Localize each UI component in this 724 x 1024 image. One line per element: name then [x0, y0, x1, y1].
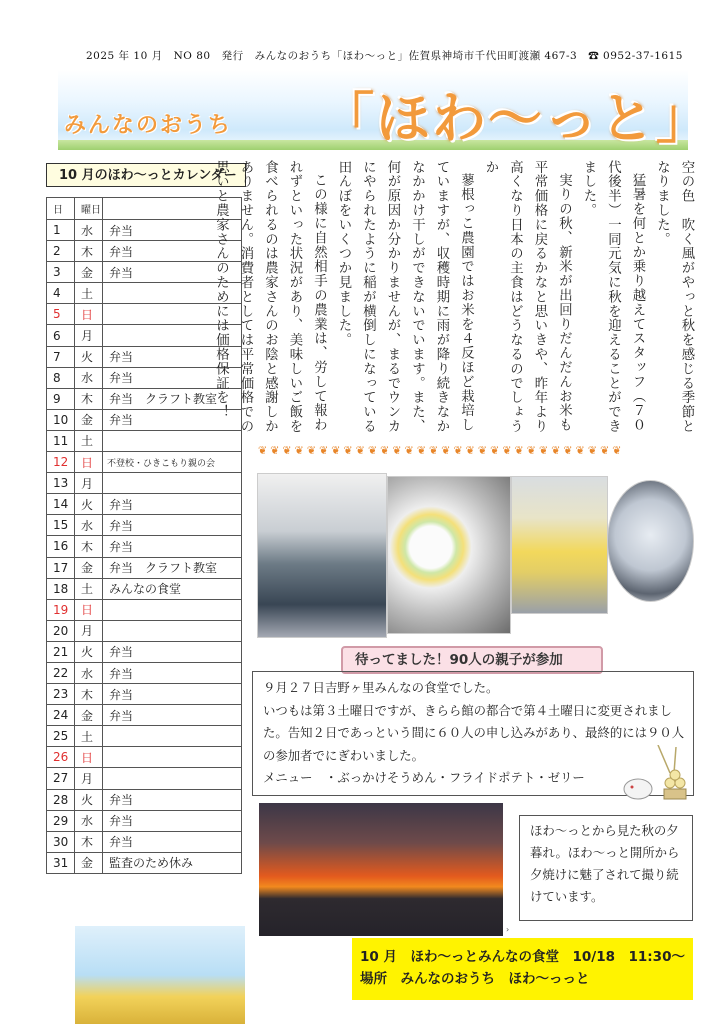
sunset-photo-mark: ›	[506, 925, 510, 934]
calendar-day: 7	[47, 346, 75, 367]
rice-field-illustration	[75, 926, 245, 1024]
calendar-day: 24	[47, 705, 75, 726]
calendar-weekday: 月	[75, 768, 103, 789]
calendar-day: 8	[47, 367, 75, 388]
calendar-day: 9	[47, 388, 75, 409]
calendar-day: 26	[47, 747, 75, 768]
newsletter-banner	[58, 70, 712, 150]
calendar-row	[47, 473, 242, 494]
notice-line-place: 場所 みんなのおうち ほわ〜っっと	[360, 971, 590, 987]
calendar-row	[47, 789, 242, 810]
calendar-day: 4	[47, 283, 75, 304]
calendar-day: 15	[47, 515, 75, 536]
essay-paragraph: この様に自然相手の農業は、労して報われずといった状況があり、美味しいご飯を食べられるのは農家さんのお陰と感謝しかありません。消費者としては平常価格での思いと農家さんのためには価格保証を！	[213, 160, 327, 434]
calendar-header-weekday: 曜日	[75, 198, 103, 220]
calendar-event	[103, 768, 242, 789]
calendar-day: 20	[47, 620, 75, 641]
calendar-event: 弁当	[103, 346, 242, 367]
calendar-event: 監査のため休み	[103, 852, 242, 873]
event-line-3: メニュー ・ぶっかけそうめん・フライドポテト・ゼリー	[263, 770, 585, 785]
calendar-weekday: 日	[75, 304, 103, 325]
calendar-weekday: 水	[75, 662, 103, 683]
calendar-title: 10 月のほわ〜っとカレンダー	[46, 163, 246, 187]
calendar-row	[47, 452, 242, 473]
notice-line-date: 10 月 ほわ〜っとみんなの食堂 10/18 11:30〜	[360, 949, 685, 965]
calendar-weekday: 水	[75, 515, 103, 536]
calendar-row	[47, 662, 242, 683]
calendar-weekday: 日	[75, 747, 103, 768]
calendar-day: 16	[47, 536, 75, 557]
calendar-weekday: 土	[75, 726, 103, 747]
cafeteria-notice-box	[352, 938, 693, 1000]
calendar-row	[47, 747, 242, 768]
calendar-day: 22	[47, 662, 75, 683]
calendar-row	[47, 768, 242, 789]
calendar-day: 27	[47, 768, 75, 789]
calendar-row	[47, 494, 242, 515]
calendar-row	[47, 515, 242, 536]
event-heading: 待ってました！90人の親子が参加	[341, 646, 603, 674]
calendar-day: 12	[47, 452, 75, 473]
calendar-event	[103, 620, 242, 641]
newsletter-info-line: 2025 年 10 月 NO 80 発行 みんなのおうち「ほわ〜っと」佐賀県神埼市千代田町渡瀬 467-3 ☎ 0952-37-1615	[86, 50, 683, 62]
photo-dining-hall	[257, 473, 387, 638]
calendar-row	[47, 578, 242, 599]
calendar-weekday: 木	[75, 388, 103, 409]
essay-paragraph: 猛暑を何とか乗り越えてスタッフ（７０代後半）一同元気に秋を迎えることができました。	[581, 160, 645, 434]
calendar-weekday: 水	[75, 220, 103, 241]
calendar-day: 13	[47, 473, 75, 494]
calendar-day: 19	[47, 599, 75, 620]
calendar-weekday: 月	[75, 325, 103, 346]
calendar-row	[47, 620, 242, 641]
calendar-weekday: 金	[75, 557, 103, 578]
photo-somen-bowls	[387, 476, 511, 634]
calendar-event: 弁当	[103, 662, 242, 683]
calendar-event: 弁当	[103, 220, 242, 241]
calendar-event: 弁当	[103, 705, 242, 726]
calendar-row	[47, 810, 242, 831]
calendar-weekday: 木	[75, 831, 103, 852]
calendar-event: 弁当	[103, 494, 242, 515]
calendar-event: 弁当	[103, 515, 242, 536]
event-line-2: いつもは第３土曜日ですが、きらら館の都合で第４土曜日に変更されました。告知２日であっという間に６０人の申し込みがあり、最終的には９０人の参加者でにぎわいました。	[263, 702, 685, 763]
calendar-row	[47, 726, 242, 747]
calendar-event	[103, 473, 242, 494]
calendar-day: 18	[47, 578, 75, 599]
essay-vertical-text	[213, 160, 698, 445]
calendar-event: 弁当	[103, 641, 242, 662]
calendar-event: 弁当	[103, 262, 242, 283]
calendar-event: 弁当 クラフト教室	[103, 557, 242, 578]
calendar-event: 不登校・ひきこもり親の会	[103, 452, 242, 473]
calendar-row	[47, 852, 242, 873]
calendar-weekday: 火	[75, 789, 103, 810]
calendar-weekday: 土	[75, 283, 103, 304]
calendar-day: 23	[47, 684, 75, 705]
calendar-weekday: 火	[75, 641, 103, 662]
calendar-event: 弁当	[103, 810, 242, 831]
calendar-day: 31	[47, 852, 75, 873]
calendar-event	[103, 726, 242, 747]
calendar-day: 28	[47, 789, 75, 810]
calendar-day: 14	[47, 494, 75, 515]
event-line-1: ９月２７日吉野ヶ里みんなの食堂でした。	[263, 680, 499, 695]
photo-autumn-sunset	[259, 803, 503, 936]
calendar-day: 6	[47, 325, 75, 346]
calendar-weekday: 木	[75, 536, 103, 557]
calendar-weekday: 金	[75, 705, 103, 726]
calendar-event: 弁当	[103, 409, 242, 430]
calendar-event: 弁当	[103, 831, 242, 852]
calendar-weekday: 金	[75, 852, 103, 873]
calendar-row	[47, 684, 242, 705]
calendar-day: 2	[47, 241, 75, 262]
calendar-weekday: 月	[75, 473, 103, 494]
calendar-day: 25	[47, 726, 75, 747]
calendar-day: 11	[47, 430, 75, 451]
calendar-weekday: 水	[75, 367, 103, 388]
calendar-event: みんなの食堂	[103, 578, 242, 599]
essay-paragraph: 実りの秋、新米が出回りだんだんお米も平常価格に戻るかなと思いきや、昨年より高くなり日本の主食はどうなるのでしょうか	[483, 160, 572, 434]
calendar-event: 弁当 クラフト教室	[103, 388, 242, 409]
calendar-day: 21	[47, 641, 75, 662]
calendar-event	[103, 599, 242, 620]
calendar-header-day: 日	[47, 198, 75, 220]
calendar-weekday: 日	[75, 452, 103, 473]
calendar-weekday: 土	[75, 430, 103, 451]
calendar-weekday: 金	[75, 409, 103, 430]
calendar-day: 5	[47, 304, 75, 325]
calendar-weekday: 日	[75, 599, 103, 620]
calendar-weekday: 水	[75, 810, 103, 831]
essay-paragraph: 蓼根っこ農園ではお米を４反ほど栽培していますが、収穫時期に雨が降り続きなかなかかけ干しができないでいます。また、何が原因か分かりませんが、まるでウンカにやられたように稲が横倒しになっている田んぼをいくつか見ました。	[336, 160, 474, 434]
photo-children-serving	[607, 480, 694, 602]
calendar-weekday: 月	[75, 620, 103, 641]
autumn-leaf-divider: ❦❦❦❦❦❦❦❦❦❦❦❦❦❦❦❦❦❦❦❦❦❦❦❦❦❦❦❦❦❦	[258, 444, 625, 457]
calendar-weekday: 木	[75, 684, 103, 705]
calendar-row	[47, 705, 242, 726]
banner-subtitle: みんなのおうち	[64, 113, 233, 138]
calendar-day: 29	[47, 810, 75, 831]
essay-paragraph: 空の色 吹く風がやっと秋を感じる季節となりました。	[654, 160, 694, 434]
calendar-event: 弁当	[103, 241, 242, 262]
calendar-day: 1	[47, 220, 75, 241]
calendar-event: 弁当	[103, 789, 242, 810]
calendar-weekday: 金	[75, 262, 103, 283]
calendar-row	[47, 557, 242, 578]
photo-fries-cups	[511, 476, 608, 614]
calendar-day: 10	[47, 409, 75, 430]
calendar-weekday: 木	[75, 241, 103, 262]
calendar-day: 30	[47, 831, 75, 852]
calendar-day: 3	[47, 262, 75, 283]
calendar-event: 弁当	[103, 367, 242, 388]
calendar-weekday: 土	[75, 578, 103, 599]
calendar-weekday: 火	[75, 346, 103, 367]
calendar-row	[47, 599, 242, 620]
banner-title: 「ほわ〜っと」	[320, 87, 712, 150]
calendar-day: 17	[47, 557, 75, 578]
calendar-weekday: 火	[75, 494, 103, 515]
calendar-event: 弁当	[103, 536, 242, 557]
calendar-row	[47, 641, 242, 662]
calendar-row	[47, 831, 242, 852]
sunset-caption-box: ほわ〜っとから見た秋の夕暮れ。ほわ〜っと開所から夕焼けに魅了されて撮り続けています。	[519, 815, 693, 921]
calendar-event	[103, 747, 242, 768]
moon-rabbit-illustration	[618, 745, 692, 805]
calendar-event: 弁当	[103, 684, 242, 705]
calendar-row	[47, 536, 242, 557]
